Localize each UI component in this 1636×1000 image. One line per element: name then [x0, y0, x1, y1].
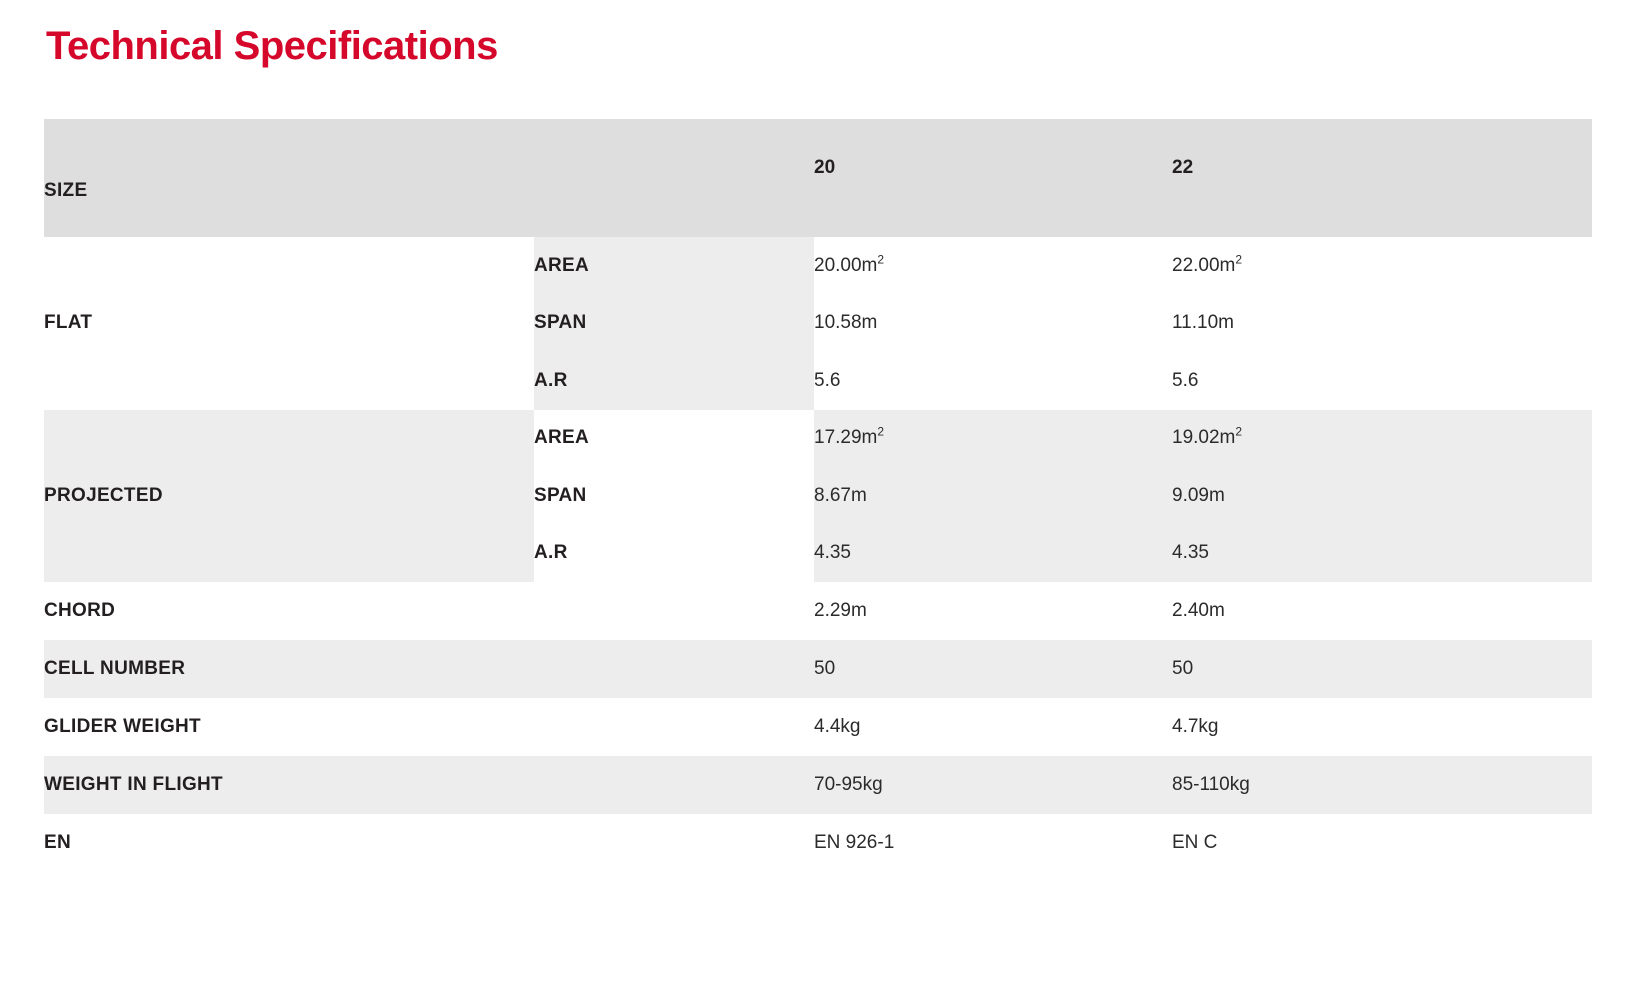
row-label-flat-span: SPAN [534, 295, 814, 353]
row-label-en: EN [44, 814, 814, 872]
table-row [44, 410, 1592, 468]
cell-chord-22: 2.40m [1172, 582, 1592, 640]
group-label-projected: PROJECTED [44, 410, 534, 583]
value-text: 22.00m [1172, 254, 1236, 276]
cell-projected-span-20: 8.67m [814, 467, 1172, 525]
row-label-chord: CHORD [44, 582, 814, 640]
value-text: 17.29m [814, 427, 878, 449]
row-label-cell-number: CELL NUMBER [44, 640, 814, 698]
table-row [44, 237, 1592, 295]
cell-flat-span-22: 11.10m [1172, 295, 1592, 353]
cell-flat-span-20: 10.58m [814, 295, 1172, 353]
cell-en-22: EN C [1172, 814, 1592, 872]
row-label-glider-weight: GLIDER WEIGHT [44, 698, 814, 756]
cell-weight-in-flight-20: 70-95kg [814, 756, 1172, 814]
technical-specifications-table [44, 119, 1592, 872]
cell-projected-span-22: 9.09m [1172, 467, 1592, 525]
value-text: 19.02m [1172, 427, 1236, 449]
table-row [44, 582, 1592, 640]
cell-projected-area-22 [1172, 410, 1592, 468]
row-label-weight-in-flight: WEIGHT IN FLIGHT [44, 756, 814, 814]
row-label-flat-area: AREA [534, 237, 814, 295]
cell-en-20: EN 926-1 [814, 814, 1172, 872]
page-title: Technical Specifications [46, 24, 498, 68]
cell-cell-number-22: 50 [1172, 640, 1592, 698]
cell-projected-area-20 [814, 410, 1172, 468]
cell-flat-area-22 [1172, 237, 1592, 295]
table-header-row [44, 119, 1592, 237]
cell-flat-ar-20: 5.6 [814, 352, 1172, 410]
superscript: 2 [1235, 252, 1243, 267]
header-size-label: SIZE [44, 119, 814, 237]
cell-projected-ar-20: 4.35 [814, 525, 1172, 583]
superscript: 2 [877, 252, 885, 267]
table-row [44, 814, 1592, 872]
superscript: 2 [1235, 425, 1243, 440]
row-label-projected-span: SPAN [534, 467, 814, 525]
row-label-projected-ar: A.R [534, 525, 814, 583]
specifications-page [0, 22, 1636, 1000]
cell-flat-area-20 [814, 237, 1172, 295]
cell-weight-in-flight-22: 85-110kg [1172, 756, 1592, 814]
cell-glider-weight-22: 4.7kg [1172, 698, 1592, 756]
group-label-flat: FLAT [44, 237, 534, 410]
cell-flat-ar-22: 5.6 [1172, 352, 1592, 410]
table-row [44, 640, 1592, 698]
cell-chord-20: 2.29m [814, 582, 1172, 640]
header-size-20: 20 [814, 119, 1172, 237]
value-text: 20.00m [814, 254, 878, 276]
superscript: 2 [877, 425, 885, 440]
header-size-22: 22 [1172, 119, 1592, 237]
cell-glider-weight-20: 4.4kg [814, 698, 1172, 756]
row-label-flat-ar: A.R [534, 352, 814, 410]
cell-cell-number-20: 50 [814, 640, 1172, 698]
cell-projected-ar-22: 4.35 [1172, 525, 1592, 583]
row-label-projected-area: AREA [534, 410, 814, 468]
table-row [44, 756, 1592, 814]
table-row [44, 698, 1592, 756]
